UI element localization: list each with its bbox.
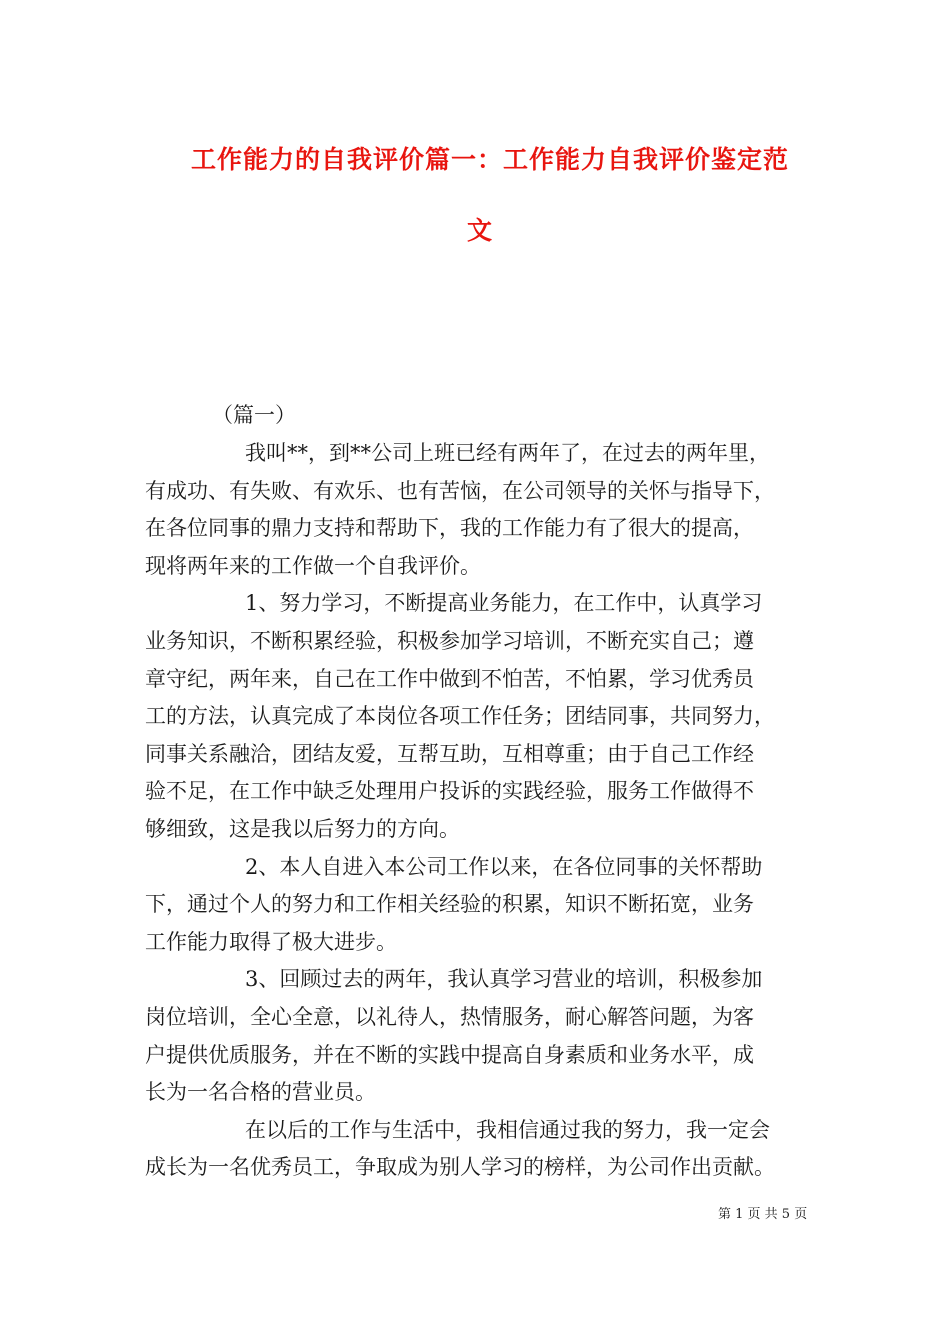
- paragraph-line: 成长为一名优秀员工，争取成为别人学习的榜样，为公司作出贡献。: [145, 1155, 775, 1180]
- paragraph-line: 下，通过个人的努力和工作相关经验的积累，知识不断拓宽，业务: [145, 892, 754, 917]
- paragraph-line: 够细致，这是我以后努力的方向。: [145, 816, 460, 841]
- title-line-2: 文: [466, 216, 493, 245]
- paragraph-line: 我叫**，到**公司上班已经有两年了，在过去的两年里，: [245, 441, 770, 465]
- title-line-1: 工作能力的自我评价篇一：工作能力自我评价鉴定范: [190, 145, 789, 174]
- paragraph-line: 1、努力学习，不断提高业务能力，在工作中，认真学习: [245, 591, 763, 616]
- paragraph-line: 验不足，在工作中缺乏处理用户投诉的实践经验，服务工作做得不: [145, 779, 754, 804]
- paragraph-line: 3、回顾过去的两年，我认真学习营业的培训，积极参加: [245, 967, 763, 992]
- page-footer: 第 1 页 共 5 页: [718, 1207, 808, 1222]
- paragraph-line: 在各位同事的鼎力支持和帮助下，我的工作能力有了很大的提高，: [145, 516, 754, 541]
- paragraph-line: 在以后的工作与生活中，我相信通过我的努力，我一定会: [245, 1117, 770, 1142]
- paragraph-line: 现将两年来的工作做一个自我评价。: [145, 553, 481, 578]
- paragraph-line: 长为一名合格的营业员。: [145, 1080, 376, 1105]
- paragraph-line: 户提供优质服务，并在不断的实践中提高自身素质和业务水平，成: [145, 1042, 754, 1067]
- paragraph-intro: [145, 435, 810, 1187]
- paragraph-line: 同事关系融洽，团结友爱，互帮互助，互相尊重；由于自己工作经: [145, 741, 754, 766]
- paragraph-line: 工作能力取得了极大进步。: [145, 929, 397, 954]
- paragraph-line: 有成功、有失败、有欢乐、也有苦恼，在公司领导的关怀与指导下，: [145, 478, 775, 503]
- section-label: （篇一）: [212, 403, 296, 427]
- paragraph-line: 工的方法，认真完成了本岗位各项工作任务；团结同事，共同努力，: [145, 704, 775, 729]
- paragraph-line: 岗位培训，全心全意，以礼待人，热情服务，耐心解答问题，为客: [145, 1004, 754, 1029]
- paragraph-line: 章守纪，两年来，自己在工作中做到不怕苦，不怕累，学习优秀员: [145, 666, 754, 691]
- paragraph-line: 业务知识，不断积累经验，积极参加学习培训，不断充实自己；遵: [145, 628, 754, 653]
- paragraph-line: 2、本人自进入本公司工作以来，在各位同事的关怀帮助: [245, 854, 763, 879]
